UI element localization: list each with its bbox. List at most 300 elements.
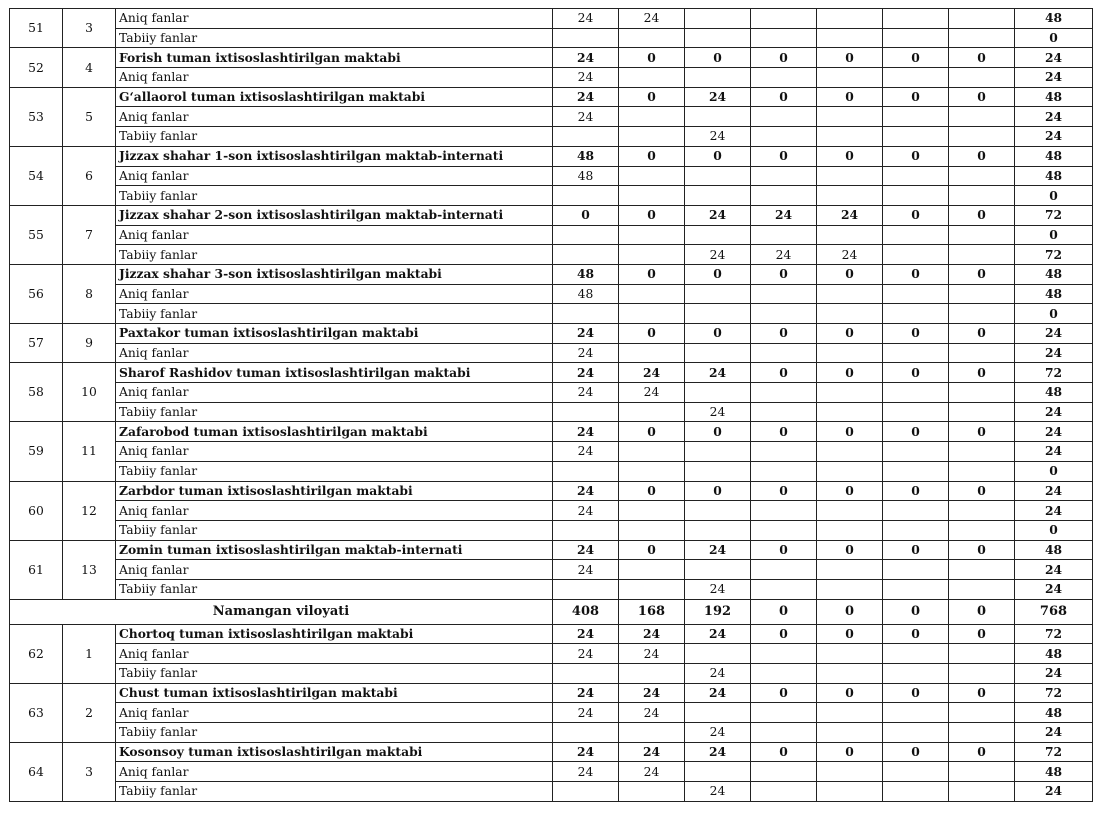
- sub-number: 2: [63, 683, 116, 742]
- value-cell: [553, 579, 619, 599]
- value-cell: 0: [883, 540, 949, 560]
- value-cell: [949, 782, 1015, 802]
- value-cell: [949, 703, 1015, 723]
- value-cell: [817, 127, 883, 147]
- value-cell: 48: [553, 264, 619, 284]
- value-cell: [619, 68, 685, 88]
- value-cell: [949, 107, 1015, 127]
- total-cell: 48: [1015, 264, 1093, 284]
- value-cell: [685, 284, 751, 304]
- region-value: 0: [751, 599, 817, 624]
- value-cell: [817, 186, 883, 206]
- value-cell: 0: [817, 146, 883, 166]
- value-cell: 24: [553, 683, 619, 703]
- value-cell: [817, 703, 883, 723]
- subject-name: Aniq fanlar: [116, 284, 553, 304]
- value-cell: [685, 304, 751, 324]
- value-cell: [619, 501, 685, 521]
- school-row: [10, 324, 1093, 344]
- region-value: 192: [685, 599, 751, 624]
- value-cell: 0: [751, 87, 817, 107]
- total-cell: 24: [1015, 579, 1093, 599]
- value-cell: [553, 127, 619, 147]
- value-cell: [751, 343, 817, 363]
- value-cell: 24: [553, 324, 619, 344]
- sub-number: 5: [63, 87, 116, 146]
- value-cell: 0: [949, 87, 1015, 107]
- value-cell: [949, 127, 1015, 147]
- total-cell: 24: [1015, 324, 1093, 344]
- value-cell: [883, 442, 949, 462]
- school-row: [10, 87, 1093, 107]
- value-cell: [751, 520, 817, 540]
- value-cell: 0: [685, 264, 751, 284]
- value-cell: 24: [553, 343, 619, 363]
- sub-number: 11: [63, 422, 116, 481]
- subject-name: Tabiiy fanlar: [116, 186, 553, 206]
- value-cell: [949, 304, 1015, 324]
- value-cell: 0: [685, 146, 751, 166]
- value-cell: [883, 284, 949, 304]
- value-cell: [949, 383, 1015, 403]
- value-cell: [619, 245, 685, 265]
- value-cell: [883, 703, 949, 723]
- value-cell: 24: [751, 245, 817, 265]
- value-cell: [883, 68, 949, 88]
- value-cell: 0: [619, 540, 685, 560]
- value-cell: [883, 461, 949, 481]
- total-cell: 0: [1015, 520, 1093, 540]
- school-row: [10, 264, 1093, 284]
- school-name: Paxtakor tuman ixtisoslashtirilgan maktabi: [116, 324, 553, 344]
- value-cell: [685, 166, 751, 186]
- value-cell: 0: [883, 87, 949, 107]
- value-cell: 0: [619, 324, 685, 344]
- value-cell: [883, 782, 949, 802]
- sub-number: 9: [63, 324, 116, 363]
- value-cell: 24: [553, 742, 619, 762]
- value-cell: 0: [883, 363, 949, 383]
- value-cell: 24: [685, 363, 751, 383]
- value-cell: [949, 225, 1015, 245]
- value-cell: [553, 245, 619, 265]
- value-cell: 24: [553, 501, 619, 521]
- total-cell: 72: [1015, 624, 1093, 644]
- value-cell: 24: [685, 402, 751, 422]
- subject-row: [10, 68, 1093, 88]
- value-cell: [949, 762, 1015, 782]
- value-cell: [751, 284, 817, 304]
- value-cell: [685, 343, 751, 363]
- value-cell: [751, 782, 817, 802]
- value-cell: 24: [685, 540, 751, 560]
- value-cell: [883, 723, 949, 743]
- value-cell: 0: [883, 624, 949, 644]
- value-cell: 24: [619, 703, 685, 723]
- total-cell: 24: [1015, 782, 1093, 802]
- value-cell: [751, 762, 817, 782]
- subject-name: Tabiiy fanlar: [116, 402, 553, 422]
- value-cell: 0: [553, 205, 619, 225]
- value-cell: [619, 782, 685, 802]
- row-number: 62: [10, 624, 63, 683]
- value-cell: [949, 461, 1015, 481]
- value-cell: [619, 402, 685, 422]
- total-cell: 48: [1015, 383, 1093, 403]
- value-cell: [751, 68, 817, 88]
- value-cell: 24: [685, 245, 751, 265]
- value-cell: [817, 520, 883, 540]
- value-cell: 24: [817, 245, 883, 265]
- row-number: 53: [10, 87, 63, 146]
- total-cell: 24: [1015, 723, 1093, 743]
- value-cell: [553, 723, 619, 743]
- school-name: Chust tuman ixtisoslashtirilgan maktabi: [116, 683, 553, 703]
- subject-name: Tabiiy fanlar: [116, 782, 553, 802]
- value-cell: 0: [751, 683, 817, 703]
- region-value: 0: [949, 599, 1015, 624]
- value-cell: 0: [817, 324, 883, 344]
- subject-row: [10, 723, 1093, 743]
- value-cell: [685, 442, 751, 462]
- value-cell: 24: [685, 683, 751, 703]
- value-cell: 0: [751, 540, 817, 560]
- value-cell: [883, 402, 949, 422]
- value-cell: [949, 560, 1015, 580]
- value-cell: [751, 579, 817, 599]
- value-cell: 24: [619, 644, 685, 664]
- value-cell: [883, 107, 949, 127]
- subject-row: [10, 245, 1093, 265]
- region-value: 0: [883, 599, 949, 624]
- value-cell: [817, 501, 883, 521]
- value-cell: [949, 343, 1015, 363]
- value-cell: [619, 442, 685, 462]
- value-cell: 0: [619, 481, 685, 501]
- value-cell: 0: [619, 264, 685, 284]
- value-cell: [619, 560, 685, 580]
- subject-name: Aniq fanlar: [116, 9, 553, 29]
- value-cell: 0: [883, 481, 949, 501]
- value-cell: 0: [949, 540, 1015, 560]
- region-total: 768: [1015, 599, 1093, 624]
- subject-row: [10, 28, 1093, 48]
- sub-number: 4: [63, 48, 116, 87]
- value-cell: 48: [553, 284, 619, 304]
- value-cell: 0: [751, 324, 817, 344]
- school-name: Jizzax shahar 2-son ixtisoslashtirilgan maktab-internati: [116, 205, 553, 225]
- total-cell: 72: [1015, 245, 1093, 265]
- subject-row: [10, 166, 1093, 186]
- subject-name: Aniq fanlar: [116, 225, 553, 245]
- value-cell: [817, 166, 883, 186]
- value-cell: 0: [751, 146, 817, 166]
- subject-name: Aniq fanlar: [116, 560, 553, 580]
- value-cell: [751, 28, 817, 48]
- subject-name: Aniq fanlar: [116, 68, 553, 88]
- value-cell: [883, 664, 949, 684]
- value-cell: 0: [685, 422, 751, 442]
- value-cell: 24: [553, 363, 619, 383]
- value-cell: [883, 186, 949, 206]
- subject-row: [10, 343, 1093, 363]
- value-cell: 0: [619, 87, 685, 107]
- total-cell: 48: [1015, 146, 1093, 166]
- value-cell: [553, 304, 619, 324]
- row-number: 64: [10, 742, 63, 801]
- value-cell: [685, 28, 751, 48]
- value-cell: 0: [817, 742, 883, 762]
- value-cell: [553, 782, 619, 802]
- row-number: 52: [10, 48, 63, 87]
- value-cell: [817, 402, 883, 422]
- value-cell: [553, 402, 619, 422]
- value-cell: 0: [751, 481, 817, 501]
- total-cell: 0: [1015, 225, 1093, 245]
- value-cell: [553, 28, 619, 48]
- value-cell: [949, 28, 1015, 48]
- value-cell: [817, 442, 883, 462]
- value-cell: [685, 9, 751, 29]
- total-cell: 24: [1015, 422, 1093, 442]
- value-cell: 24: [619, 9, 685, 29]
- total-cell: 24: [1015, 107, 1093, 127]
- total-cell: 48: [1015, 284, 1093, 304]
- subject-name: Tabiiy fanlar: [116, 304, 553, 324]
- value-cell: [817, 9, 883, 29]
- value-cell: [817, 28, 883, 48]
- value-cell: [553, 225, 619, 245]
- value-cell: [883, 644, 949, 664]
- value-cell: [883, 245, 949, 265]
- value-cell: [553, 186, 619, 206]
- value-cell: [685, 501, 751, 521]
- value-cell: 24: [685, 205, 751, 225]
- region-value: 408: [553, 599, 619, 624]
- value-cell: 0: [685, 48, 751, 68]
- region-name: Namangan viloyati: [10, 599, 553, 624]
- total-cell: 24: [1015, 664, 1093, 684]
- value-cell: [751, 644, 817, 664]
- value-cell: [949, 402, 1015, 422]
- subject-name: Tabiiy fanlar: [116, 461, 553, 481]
- total-cell: 0: [1015, 304, 1093, 324]
- value-cell: [949, 166, 1015, 186]
- school-row: [10, 481, 1093, 501]
- value-cell: [619, 166, 685, 186]
- total-cell: 24: [1015, 127, 1093, 147]
- value-cell: 0: [619, 205, 685, 225]
- value-cell: 0: [751, 48, 817, 68]
- sub-number: 7: [63, 205, 116, 264]
- value-cell: 0: [817, 540, 883, 560]
- school-name: Chortoq tuman ixtisoslashtirilgan maktabi: [116, 624, 553, 644]
- total-cell: 48: [1015, 87, 1093, 107]
- subject-row: [10, 501, 1093, 521]
- row-number: 58: [10, 363, 63, 422]
- value-cell: 24: [685, 782, 751, 802]
- region-value: 0: [817, 599, 883, 624]
- school-row: [10, 146, 1093, 166]
- value-cell: [751, 402, 817, 422]
- value-cell: [751, 127, 817, 147]
- value-cell: 24: [553, 442, 619, 462]
- value-cell: [883, 762, 949, 782]
- total-cell: 48: [1015, 644, 1093, 664]
- subject-row: [10, 107, 1093, 127]
- value-cell: 24: [751, 205, 817, 225]
- total-cell: 48: [1015, 540, 1093, 560]
- value-cell: [619, 664, 685, 684]
- total-cell: 0: [1015, 186, 1093, 206]
- value-cell: 0: [619, 422, 685, 442]
- value-cell: [619, 127, 685, 147]
- value-cell: 0: [883, 264, 949, 284]
- total-cell: 0: [1015, 461, 1093, 481]
- sub-number: 1: [63, 624, 116, 683]
- sub-number: 12: [63, 481, 116, 540]
- value-cell: 0: [949, 324, 1015, 344]
- value-cell: [619, 304, 685, 324]
- sub-number: 3: [63, 742, 116, 801]
- value-cell: [949, 723, 1015, 743]
- total-cell: 72: [1015, 205, 1093, 225]
- value-cell: 0: [817, 683, 883, 703]
- subject-row: [10, 284, 1093, 304]
- value-cell: [817, 284, 883, 304]
- value-cell: [553, 520, 619, 540]
- value-cell: 0: [949, 205, 1015, 225]
- school-row: [10, 422, 1093, 442]
- total-cell: 24: [1015, 402, 1093, 422]
- value-cell: 24: [685, 723, 751, 743]
- value-cell: 24: [553, 9, 619, 29]
- value-cell: [949, 9, 1015, 29]
- total-cell: 24: [1015, 48, 1093, 68]
- value-cell: [553, 461, 619, 481]
- value-cell: [883, 383, 949, 403]
- subject-row: [10, 644, 1093, 664]
- subject-name: Aniq fanlar: [116, 442, 553, 462]
- region-value: 168: [619, 599, 685, 624]
- row-number: 51: [10, 9, 63, 48]
- value-cell: 24: [685, 87, 751, 107]
- value-cell: [751, 461, 817, 481]
- school-row: [10, 540, 1093, 560]
- region-total-row: [10, 599, 1093, 624]
- subject-name: Tabiiy fanlar: [116, 579, 553, 599]
- school-name: Forish tuman ixtisoslashtirilgan maktabi: [116, 48, 553, 68]
- row-number: 57: [10, 324, 63, 363]
- value-cell: 24: [619, 363, 685, 383]
- value-cell: [949, 284, 1015, 304]
- value-cell: [685, 520, 751, 540]
- subject-row: [10, 304, 1093, 324]
- value-cell: 24: [553, 762, 619, 782]
- value-cell: 0: [949, 624, 1015, 644]
- value-cell: [685, 560, 751, 580]
- value-cell: [949, 501, 1015, 521]
- school-row: [10, 363, 1093, 383]
- value-cell: 24: [685, 127, 751, 147]
- value-cell: 0: [949, 742, 1015, 762]
- total-cell: 72: [1015, 363, 1093, 383]
- value-cell: [883, 560, 949, 580]
- school-name: Kosonsoy tuman ixtisoslashtirilgan maktabi: [116, 742, 553, 762]
- total-cell: 48: [1015, 703, 1093, 723]
- school-name: Zomin tuman ixtisoslashtirilgan maktab-internati: [116, 540, 553, 560]
- subject-name: Tabiiy fanlar: [116, 127, 553, 147]
- value-cell: 0: [883, 146, 949, 166]
- sub-number: 8: [63, 264, 116, 323]
- value-cell: 24: [619, 683, 685, 703]
- value-cell: [619, 461, 685, 481]
- value-cell: 0: [751, 264, 817, 284]
- value-cell: [883, 343, 949, 363]
- school-name: Zarbdor tuman ixtisoslashtirilgan maktabi: [116, 481, 553, 501]
- subject-name: Aniq fanlar: [116, 501, 553, 521]
- value-cell: [751, 703, 817, 723]
- subject-row: [10, 664, 1093, 684]
- value-cell: [619, 520, 685, 540]
- value-cell: 0: [949, 264, 1015, 284]
- subject-name: Tabiiy fanlar: [116, 245, 553, 265]
- subject-row: [10, 186, 1093, 206]
- row-number: 59: [10, 422, 63, 481]
- value-cell: [619, 107, 685, 127]
- value-cell: [883, 579, 949, 599]
- value-cell: [619, 186, 685, 206]
- subject-name: Aniq fanlar: [116, 703, 553, 723]
- value-cell: 0: [751, 624, 817, 644]
- value-cell: [817, 579, 883, 599]
- subject-name: Aniq fanlar: [116, 107, 553, 127]
- value-cell: [685, 762, 751, 782]
- value-cell: [883, 9, 949, 29]
- value-cell: 0: [883, 324, 949, 344]
- subject-name: Aniq fanlar: [116, 343, 553, 363]
- value-cell: [553, 664, 619, 684]
- value-cell: [949, 520, 1015, 540]
- row-number: 54: [10, 146, 63, 205]
- value-cell: 0: [883, 48, 949, 68]
- schools-table: [9, 8, 1093, 802]
- value-cell: [751, 723, 817, 743]
- value-cell: 0: [949, 363, 1015, 383]
- value-cell: [817, 461, 883, 481]
- value-cell: [751, 166, 817, 186]
- value-cell: [817, 383, 883, 403]
- value-cell: 0: [619, 146, 685, 166]
- value-cell: 0: [949, 683, 1015, 703]
- value-cell: 0: [751, 363, 817, 383]
- value-cell: 24: [553, 703, 619, 723]
- value-cell: 24: [553, 87, 619, 107]
- total-cell: 24: [1015, 560, 1093, 580]
- subject-name: Tabiiy fanlar: [116, 520, 553, 540]
- total-cell: 48: [1015, 166, 1093, 186]
- value-cell: 24: [619, 624, 685, 644]
- subject-row: [10, 442, 1093, 462]
- value-cell: 0: [949, 48, 1015, 68]
- value-cell: 0: [619, 48, 685, 68]
- total-cell: 24: [1015, 481, 1093, 501]
- value-cell: [619, 225, 685, 245]
- subject-row: [10, 9, 1093, 29]
- school-row: [10, 742, 1093, 762]
- school-row: [10, 48, 1093, 68]
- total-cell: 0: [1015, 28, 1093, 48]
